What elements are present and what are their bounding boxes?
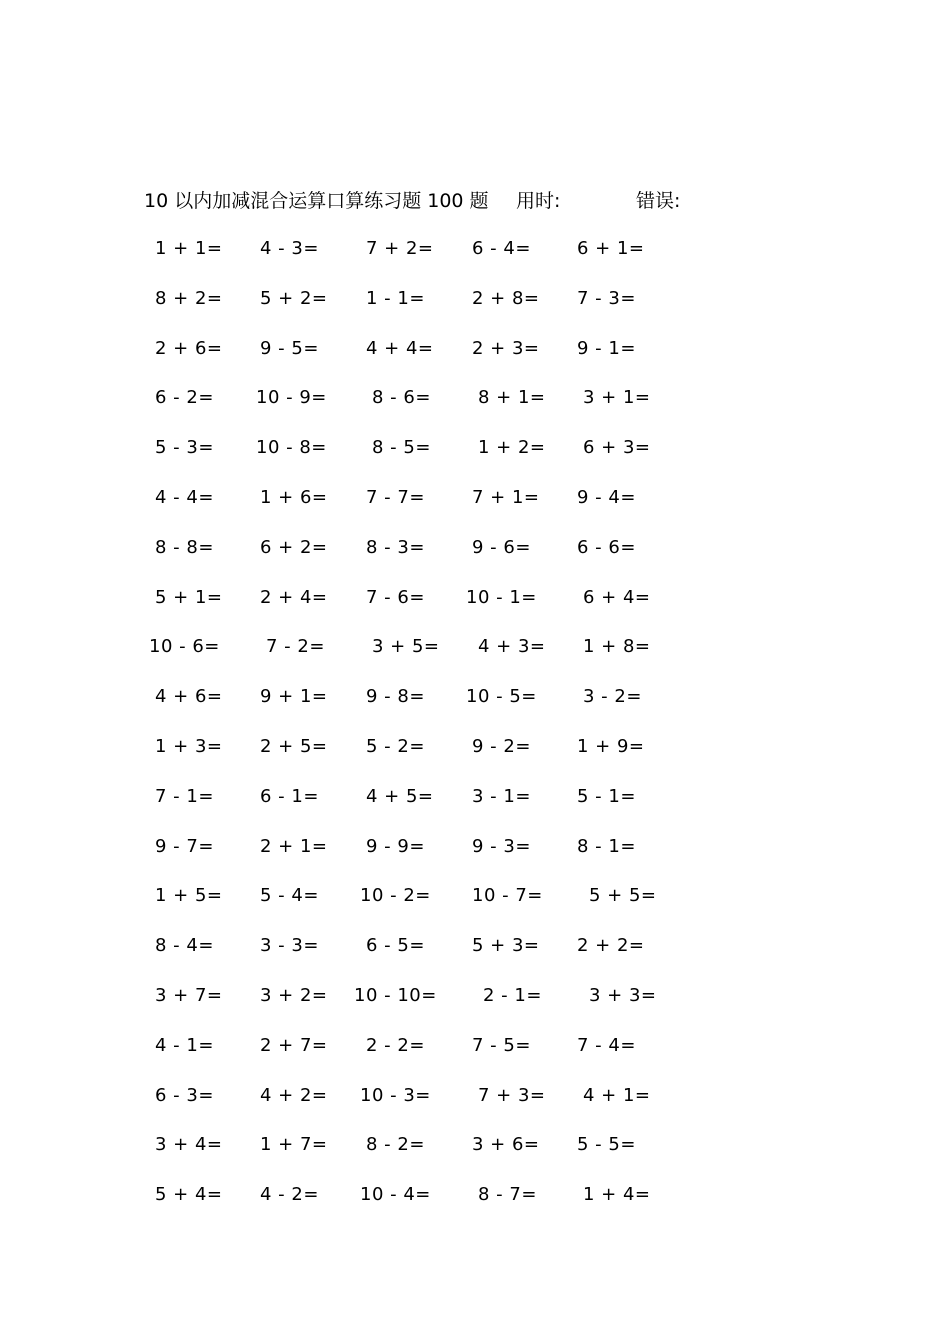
problem-cell: 3 + 3= [589, 984, 657, 1006]
problem-cell: 10 - 6= [149, 636, 220, 658]
problem-cell: 2 + 6= [155, 337, 223, 359]
problem-cell: 5 - 1= [577, 785, 636, 807]
problem-cell: 10 - 9= [256, 387, 327, 409]
problem-cell: 6 + 1= [577, 238, 645, 259]
problem-cell: 8 - 3= [366, 536, 425, 558]
problem-cell: 9 - 3= [472, 835, 531, 857]
problem-cell: 1 + 4= [583, 1184, 651, 1206]
time-spent-label: 用时: [516, 190, 561, 212]
problem-cell: 10 - 10= [354, 984, 437, 1006]
problem-cell: 7 + 2= [366, 238, 434, 259]
problem-cell: 3 + 2= [260, 984, 328, 1006]
problem-cell: 6 - 4= [472, 238, 531, 259]
problem-cell: 5 - 5= [577, 1134, 636, 1156]
problem-cell: 6 - 6= [577, 536, 636, 558]
problem-cell: 3 + 1= [583, 387, 651, 409]
problem-cell: 6 - 3= [155, 1084, 214, 1106]
problem-cell: 2 + 7= [260, 1034, 328, 1056]
problem-cell: 2 + 5= [260, 735, 328, 757]
problem-cell: 4 - 2= [260, 1184, 319, 1206]
problem-cell: 6 - 5= [366, 935, 425, 957]
problem-row [0, 483, 950, 533]
problem-cell: 5 - 2= [366, 735, 425, 757]
error-count-label: 错误: [636, 190, 681, 212]
problem-cell: 10 - 1= [466, 586, 537, 608]
problem-cell: 9 - 7= [155, 835, 214, 857]
problem-cell: 9 - 9= [366, 835, 425, 857]
problem-cell: 4 - 4= [155, 486, 214, 508]
problem-cell: 7 - 5= [472, 1034, 531, 1056]
problem-cell: 9 - 8= [366, 686, 425, 708]
problem-cell: 5 + 5= [589, 885, 657, 907]
problem-cell: 1 - 1= [366, 287, 425, 309]
problem-cell: 6 - 1= [260, 785, 319, 807]
problem-cell: 3 - 2= [583, 686, 642, 708]
problem-row [0, 383, 950, 433]
problem-cell: 9 - 2= [472, 735, 531, 757]
problem-cell: 9 - 5= [260, 337, 319, 359]
problem-cell: 1 + 2= [478, 437, 546, 459]
problem-cell: 6 + 3= [583, 437, 651, 459]
problem-cell: 8 - 1= [577, 835, 636, 857]
problem-cell: 2 + 3= [472, 337, 540, 359]
problem-row [0, 682, 950, 732]
worksheet-header [144, 186, 764, 216]
problem-cell: 2 - 1= [483, 984, 542, 1006]
problem-row [0, 931, 950, 981]
problem-row [0, 1081, 950, 1131]
problem-row [0, 334, 950, 384]
problem-row [0, 234, 950, 284]
problem-cell: 1 + 8= [583, 636, 651, 658]
problem-cell: 5 + 3= [472, 935, 540, 957]
problem-cell: 1 + 7= [260, 1134, 328, 1156]
problem-cell: 7 - 4= [577, 1034, 636, 1056]
problem-cell: 3 + 4= [155, 1134, 223, 1156]
problem-cell: 1 + 3= [155, 735, 223, 757]
problem-cell: 10 - 7= [472, 885, 543, 907]
problem-row [0, 981, 950, 1031]
problem-cell: 7 - 1= [155, 785, 214, 807]
problem-cell: 4 - 1= [155, 1034, 214, 1056]
problem-cell: 2 + 1= [260, 835, 328, 857]
problem-cell: 2 - 2= [366, 1034, 425, 1056]
problem-cell: 2 + 2= [577, 935, 645, 957]
problem-cell: 4 + 4= [366, 337, 434, 359]
problem-cell: 3 + 7= [155, 984, 223, 1006]
problem-cell: 9 - 4= [577, 486, 636, 508]
problem-cell: 6 - 2= [155, 387, 214, 409]
problem-cell: 4 - 3= [260, 238, 319, 259]
problem-cell: 8 - 2= [366, 1134, 425, 1156]
problem-cell: 3 + 6= [472, 1134, 540, 1156]
problem-cell: 1 + 5= [155, 885, 223, 907]
problem-cell: 9 + 1= [260, 686, 328, 708]
problem-row [0, 782, 950, 832]
problem-cell: 5 - 3= [155, 437, 214, 459]
problem-row [0, 433, 950, 483]
problem-cell: 7 - 3= [577, 287, 636, 309]
problem-cell: 3 + 5= [372, 636, 440, 658]
problem-row [0, 832, 950, 882]
problem-cell: 8 - 5= [372, 437, 431, 459]
problem-row [0, 583, 950, 633]
problem-cell: 10 - 4= [360, 1184, 431, 1206]
problem-cell: 4 + 6= [155, 686, 223, 708]
problem-cell: 3 - 3= [260, 935, 319, 957]
problem-cell: 7 - 2= [266, 636, 325, 658]
problem-cell: 4 + 1= [583, 1084, 651, 1106]
problem-cell: 8 + 2= [155, 287, 223, 309]
problem-cell: 4 + 5= [366, 785, 434, 807]
problem-row [0, 1130, 950, 1180]
problem-cell: 2 + 8= [472, 287, 540, 309]
problem-cell: 1 + 9= [577, 735, 645, 757]
problem-cell: 5 - 4= [260, 885, 319, 907]
problem-cell: 5 + 1= [155, 586, 223, 608]
problem-row [0, 533, 950, 583]
problem-cell: 8 - 7= [478, 1184, 537, 1206]
problem-cell: 9 - 1= [577, 337, 636, 359]
problem-cell: 4 + 2= [260, 1084, 328, 1106]
problem-cell: 5 + 4= [155, 1184, 223, 1206]
problem-grid [0, 234, 950, 1230]
problem-row [0, 284, 950, 334]
problem-row [0, 1031, 950, 1081]
problem-cell: 2 + 4= [260, 586, 328, 608]
problem-cell: 10 - 2= [360, 885, 431, 907]
problem-cell: 9 - 6= [472, 536, 531, 558]
problem-cell: 7 - 7= [366, 486, 425, 508]
problem-cell: 6 + 2= [260, 536, 328, 558]
problem-cell: 7 + 3= [478, 1084, 546, 1106]
problem-cell: 10 - 5= [466, 686, 537, 708]
problem-row [0, 732, 950, 782]
problem-cell: 1 + 6= [260, 486, 328, 508]
worksheet-title: 10 以内加减混合运算口算练习题 100 题 [144, 190, 489, 212]
problem-cell: 10 - 8= [256, 437, 327, 459]
problem-cell: 7 - 6= [366, 586, 425, 608]
problem-row [0, 632, 950, 682]
problem-row [0, 1180, 950, 1230]
problem-cell: 8 - 4= [155, 935, 214, 957]
problem-cell: 10 - 3= [360, 1084, 431, 1106]
problem-row [0, 881, 950, 931]
problem-cell: 3 - 1= [472, 785, 531, 807]
problem-cell: 5 + 2= [260, 287, 328, 309]
problem-cell: 4 + 3= [478, 636, 546, 658]
problem-cell: 1 + 1= [155, 238, 223, 259]
problem-cell: 6 + 4= [583, 586, 651, 608]
problem-cell: 7 + 1= [472, 486, 540, 508]
problem-cell: 8 - 8= [155, 536, 214, 558]
problem-cell: 8 - 6= [372, 387, 431, 409]
problem-cell: 8 + 1= [478, 387, 546, 409]
